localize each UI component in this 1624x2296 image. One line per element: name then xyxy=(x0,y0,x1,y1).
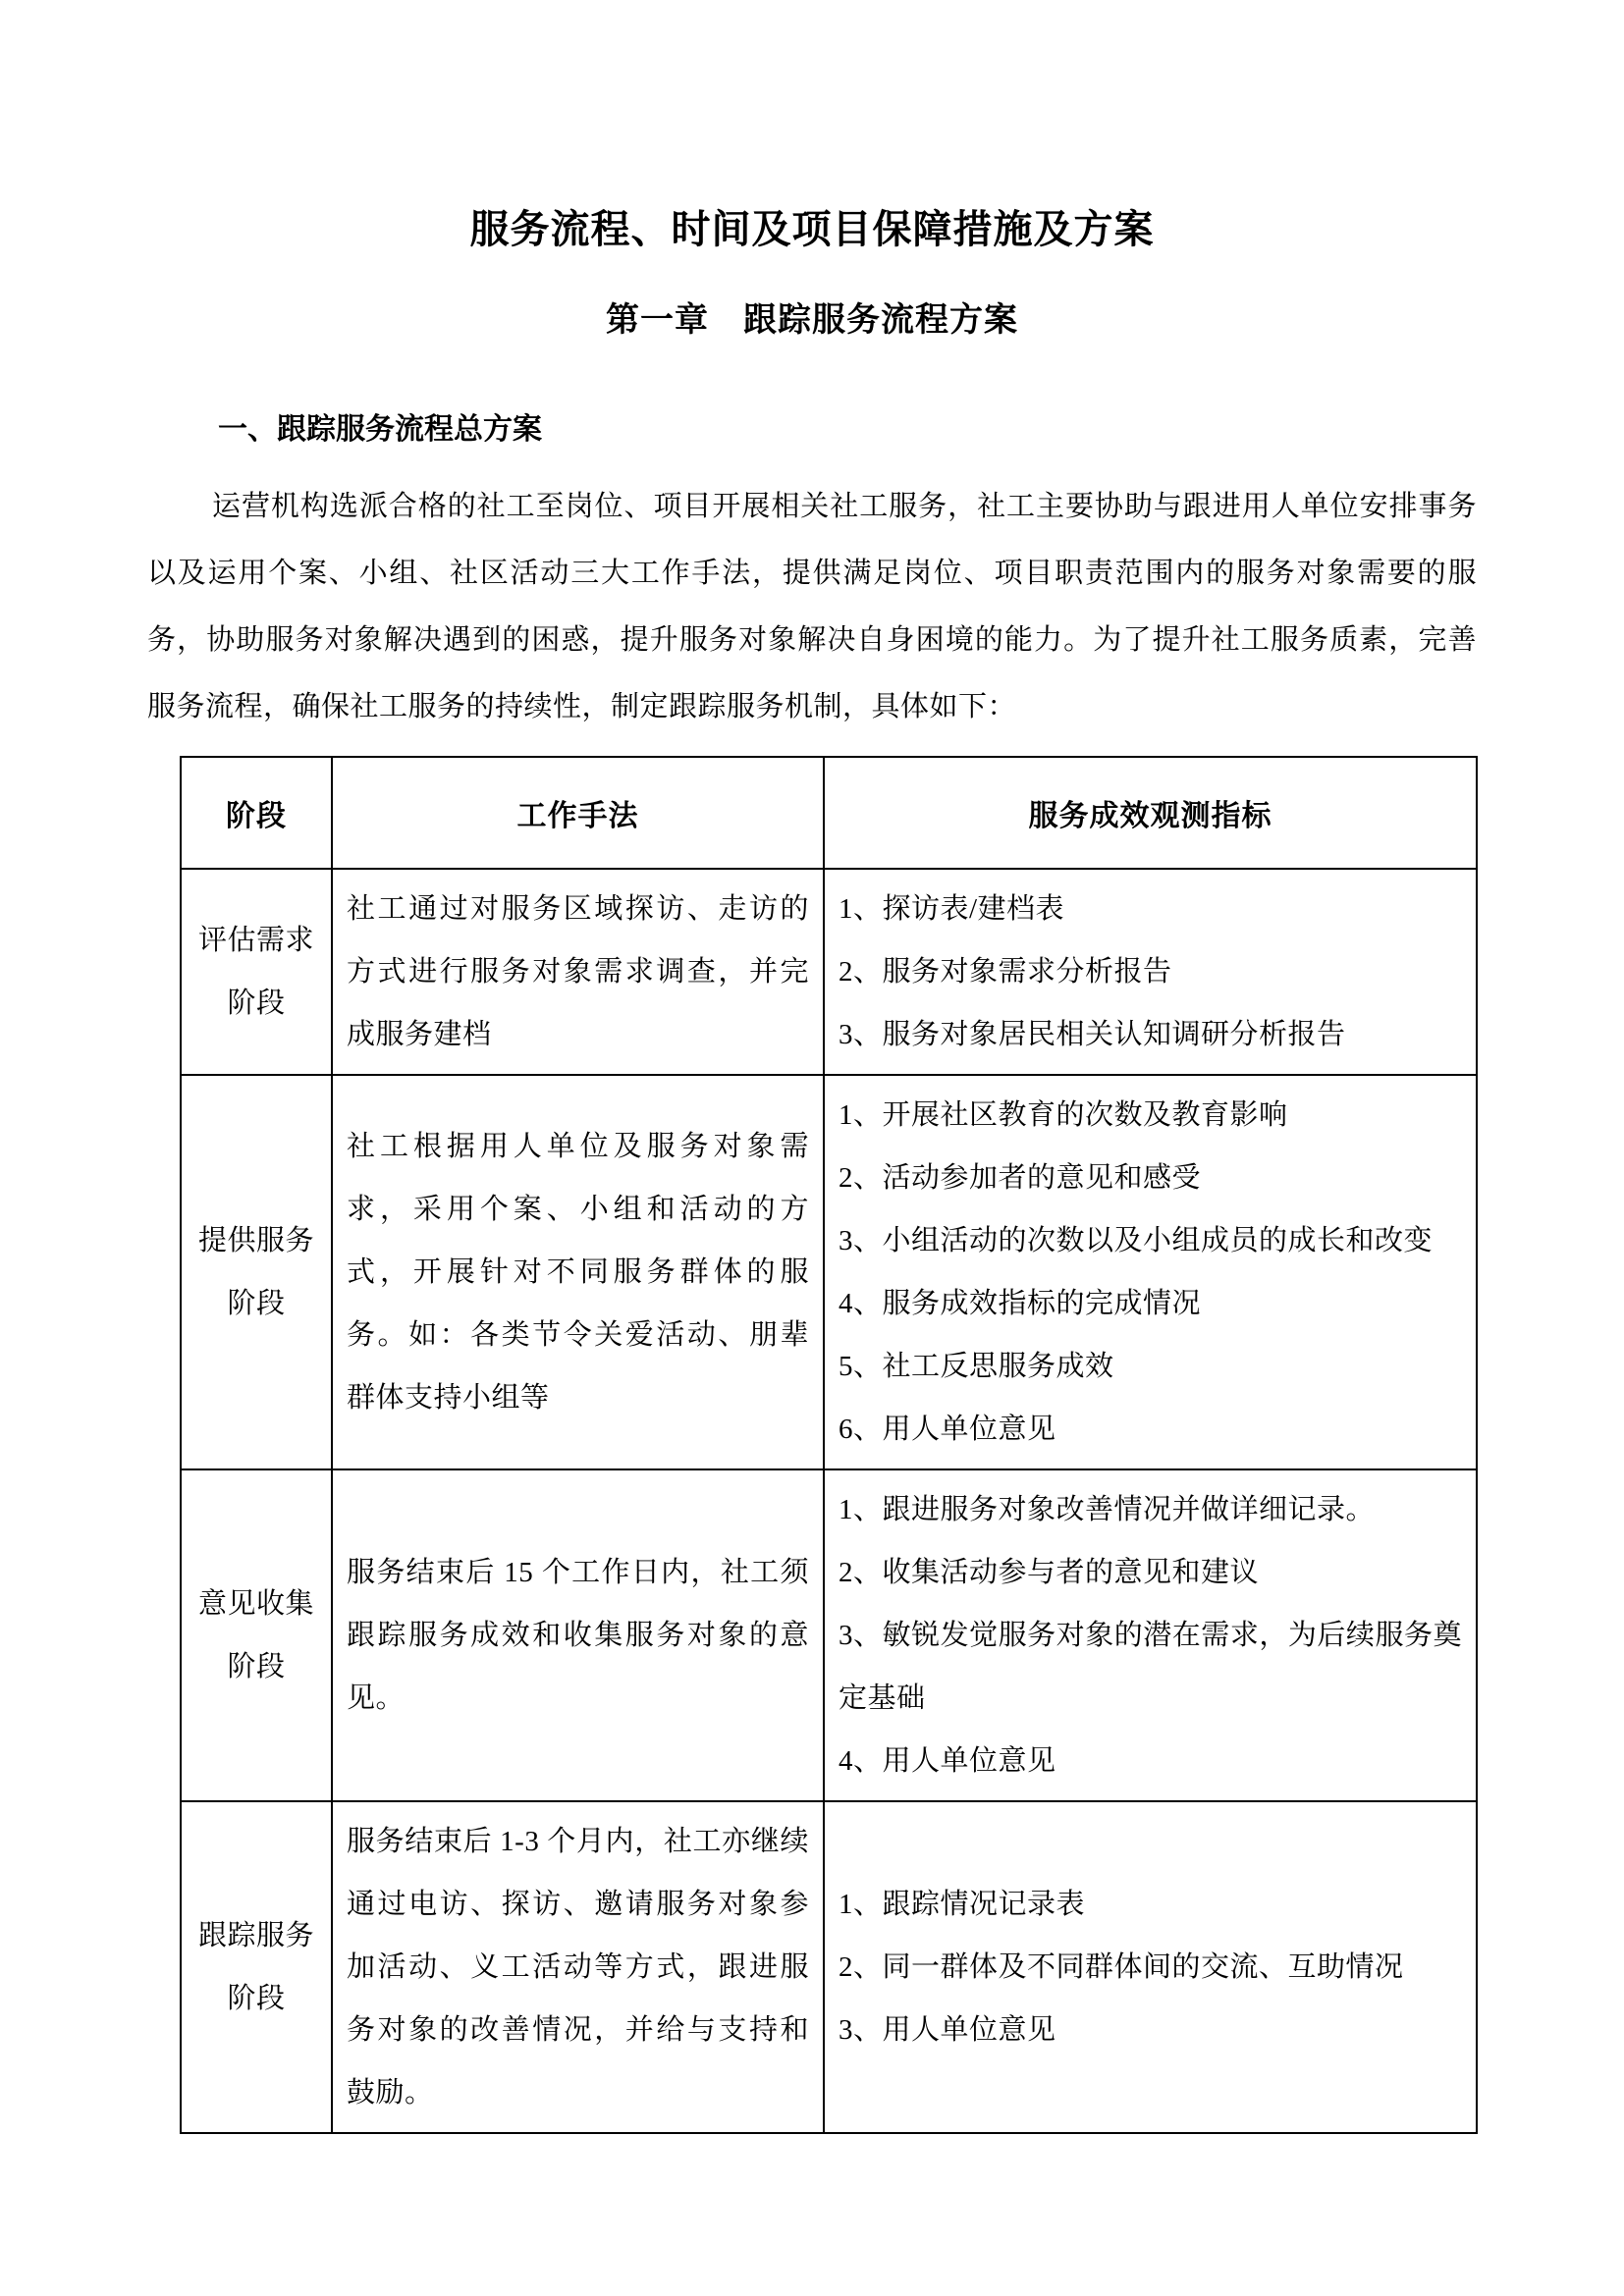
stage-cell xyxy=(181,1801,332,2133)
table-header-row xyxy=(181,757,1477,869)
indicator-item: 2、服务对象需求分析报告 xyxy=(839,956,1172,988)
indicators-cell xyxy=(824,1801,1477,2133)
indicator-item: 2、收集活动参与者的意见和建议 xyxy=(839,1557,1260,1588)
table-row xyxy=(181,869,1477,1075)
indicator-item: 5、社工反思服务成效 xyxy=(839,1351,1114,1382)
table-row xyxy=(181,1801,1477,2133)
section-heading: 一、跟踪服务流程总方案 xyxy=(218,413,542,446)
stage-label-line: 阶段 xyxy=(227,1288,286,1319)
indicator-item: 6、用人单位意见 xyxy=(839,1414,1056,1445)
stage-label-line: 意见收集 xyxy=(197,1588,314,1620)
indicator-item: 1、开展社区教育的次数及教育影响 xyxy=(839,1099,1288,1131)
stage-label-line: 提供服务 xyxy=(197,1225,314,1256)
column-header-method: 工作手法 xyxy=(332,757,824,869)
stage-label-line: 跟踪服务 xyxy=(197,1920,314,1951)
table-row xyxy=(181,1469,1477,1801)
stage-label-line: 评估需求 xyxy=(197,925,314,956)
chapter-heading: 第一章 跟踪服务流程方案 xyxy=(606,301,1018,339)
indicator-item: 3、小组活动的次数以及小组成员的成长和改变 xyxy=(839,1225,1434,1256)
method-cell: 服务结束后 1-3 个月内，社工亦继续通过电访、探访、邀请服务对象参加活动、义工活动等方式，跟进服务对象的改善情况，并给与支持和鼓励。 xyxy=(332,1801,824,2133)
column-header-indicators: 服务成效观测指标 xyxy=(824,757,1477,869)
indicator-item: 1、跟踪情况记录表 xyxy=(839,1889,1086,1920)
indicator-item: 3、用人单位意见 xyxy=(839,2014,1056,2046)
indicator-item: 1、跟进服务对象改善情况并做详细记录。 xyxy=(839,1494,1376,1525)
indicator-item: 4、用人单位意见 xyxy=(839,1745,1056,1777)
intro-paragraph: 运营机构选派合格的社工至岗位、项目开展相关社工服务，社工主要协助与跟进用人单位安排事务以及运用个案、小组、社区活动三大工作手法，提供满足岗位、项目职责范围内的服务对象需要的服务，协助服务对象解决遇到的困惑，提升服务对象解决自身困境的能力。为了提升社工服务质素，完善服务流程，确保社工服务的持续性，制定跟踪服务机制，具体如下： xyxy=(147,491,1477,722)
method-cell: 社工根据用人单位及服务对象需求，采用个案、小组和活动的方式，开展针对不同服务群体的服务。如：各类节令关爱活动、朋辈群体支持小组等 xyxy=(332,1075,824,1469)
stage-cell xyxy=(181,1075,332,1469)
stage-cell xyxy=(181,869,332,1075)
indicators-cell xyxy=(824,869,1477,1075)
stage-cell xyxy=(181,1469,332,1801)
indicator-item: 4、服务成效指标的完成情况 xyxy=(839,1288,1202,1319)
doc-title: 服务流程、时间及项目保障措施及方案 xyxy=(469,208,1155,251)
stage-label-line: 阶段 xyxy=(227,988,286,1019)
indicator-item: 2、活动参加者的意见和感受 xyxy=(839,1162,1202,1194)
indicators-cell xyxy=(824,1469,1477,1801)
stage-label-line: 阶段 xyxy=(227,1983,286,2014)
indicator-item: 2、同一群体及不同群体间的交流、互助情况 xyxy=(839,1951,1404,1983)
method-cell: 服务结束后 15 个工作日内，社工须跟踪服务成效和收集服务对象的意见。 xyxy=(332,1469,824,1801)
method-cell: 社工通过对服务区域探访、走访的方式进行服务对象需求调查，并完成服务建档 xyxy=(332,869,824,1075)
table-row xyxy=(181,1075,1477,1469)
indicators-cell xyxy=(824,1075,1477,1469)
indicator-item: 1、探访表/建档表 xyxy=(839,893,1065,925)
indicator-item: 3、敏锐发觉服务对象的潜在需求，为后续服务奠定基础 xyxy=(839,1620,1462,1714)
indicator-item: 3、服务对象居民相关认知调研分析报告 xyxy=(839,1019,1346,1050)
stage-label-line: 阶段 xyxy=(227,1651,286,1682)
column-header-stage: 阶段 xyxy=(181,757,332,869)
service-process-table xyxy=(180,756,1478,2134)
